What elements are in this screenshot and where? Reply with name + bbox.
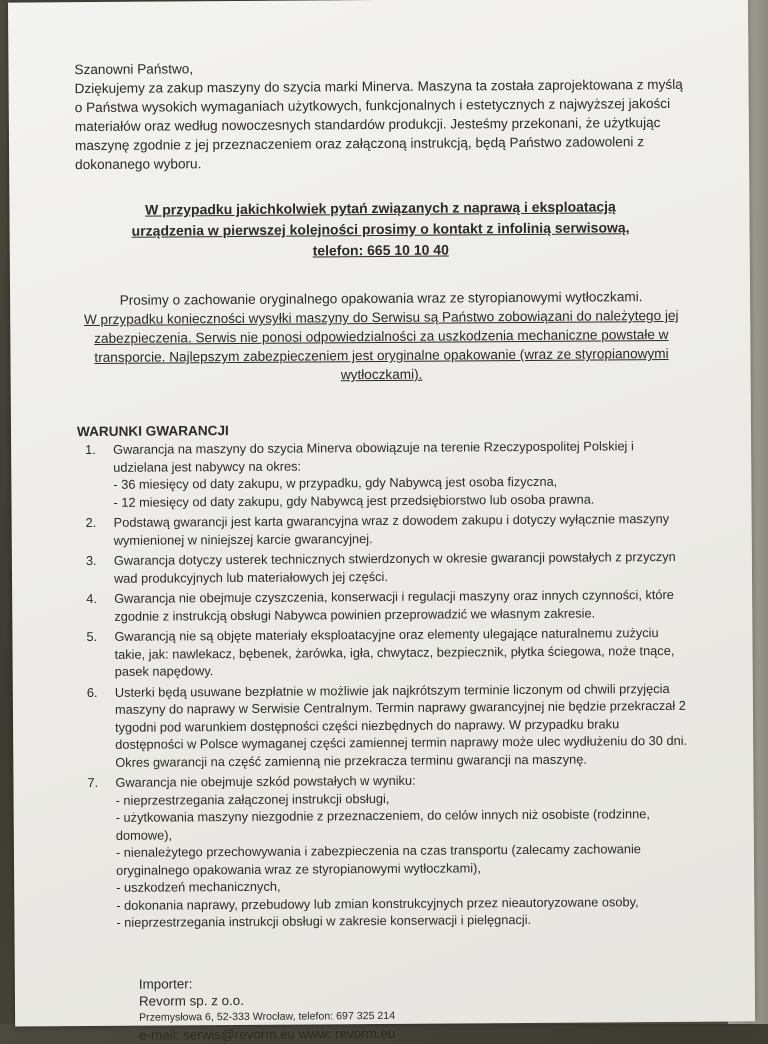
- service-contact-notice: [75, 196, 685, 263]
- term-number: 3.: [85, 552, 97, 569]
- packaging-line-1: Prosimy o zachowanie oryginalnego opakowania wraz ze styropianowymi wytłoczkami.: [119, 289, 643, 308]
- warranty-title: WARUNKI GWARANCJI: [76, 423, 229, 440]
- term-body: [114, 510, 688, 549]
- term-subitem: - 12 miesięcy od daty zakupu, gdy Nabywcą jest przedsiębiorstwo lub osoba prawna.: [113, 491, 595, 510]
- warranty-terms-list: [77, 437, 690, 932]
- term-body: [115, 770, 690, 932]
- warranty-term-5: [78, 624, 688, 681]
- term-body: [113, 437, 687, 511]
- term-text: Podstawą gwarancji jest karta gwarancyjna wraz z dowodem zakupu i dotyczy wyłącznie maszyny wymienionej w niniejszej karcie gwarancyjnej.: [113, 510, 670, 548]
- term-number: 1.: [85, 441, 96, 458]
- term-subitem: - nienależytego przechowywania i zabezpieczenia na czas transportu (zalecamy zachowanie oryginalnego opakowania wraz ze styropianowymi wytłoczkami),: [115, 841, 641, 878]
- term-subitem: - dokonania naprawy, przebudowy lub zmian konstrukcyjnych przez nieautoryzowane osoby,: [116, 893, 639, 913]
- term-text: Gwarancją nie są objęte materiały eksploatacyjne oraz elementy ulegające naturalnemu zużyciu takie, jak: nawlekacz, bębenek, żarówka, igła, chwytacz, bezpiecznik, płytka ściegowa, noże tnące, pasek napędowy.: [114, 625, 675, 679]
- importer-name: Revorm sp. z o.o.: [138, 992, 244, 1009]
- term-number: 6.: [86, 684, 98, 700]
- term-subitem: - nieprzestrzegania załączonej instrukcji obsługi,: [115, 790, 390, 808]
- contact-line-1: W przypadku jakichkolwiek pytań związanych z naprawą i eksploatacją: [145, 198, 616, 218]
- term-text: Gwarancja nie obejmuje czyszczenia, konserwacji i regulacji maszyny oraz innych czynności, które zgodnie z instrukcją obsługi Nabywca powinien przeprowadzić we własnym zakresie.: [114, 586, 674, 624]
- warranty-term-1: [77, 437, 687, 511]
- warranty-term-4: [78, 586, 688, 625]
- packaging-notice: [76, 287, 687, 386]
- term-number: 5.: [86, 628, 98, 645]
- warranty-term-3: [78, 548, 688, 587]
- greeting: Szanowni Państwo,: [74, 61, 194, 78]
- contact-phone: telefon: 665 10 10 40: [312, 241, 449, 259]
- term-text: Gwarancja na maszyny do szycia Minerva obowiązuje na terenie Rzeczypospolitej Polskiej i udzielana jest nabywcy na okres:: [113, 438, 634, 475]
- term-subitem: - uszkodzeń mechanicznych,: [116, 878, 281, 895]
- term-subitem: - 36 miesięcy od daty zakupu, w przypadku, gdy Nabywcą jest osoba fizyczna,: [113, 473, 558, 492]
- term-subitem: - nieprzestrzegania instrukcji obsługi w zakresie konserwacji i pielęgnacji.: [116, 911, 532, 930]
- importer-contact: e-mail: serwis@revorm.eu www: revorm.eu: [139, 1025, 396, 1043]
- term-body: [114, 624, 688, 681]
- importer-block: [139, 971, 691, 1043]
- term-number: 4.: [86, 590, 97, 607]
- term-text: Gwarancja nie obejmuje szkód powstałych w wyniku:: [115, 772, 416, 790]
- term-text: Usterki będą usuwane bezpłatnie w możliwie jak najkrótszym terminie liczonym od chwili przyjęcia maszyny do naprawy w Serwisie Centralnym. Termin naprawy gwarancyjnej nie będzie przekraczał 2 tygodni pod warunkiem dostępności części niezbędnych do naprawy. W przypadku braku dostępności w Polsce wymaganej części zamiennej termin naprawy może ulec wydłużeniu do 30 dni. Okres gwarancji na część zamienną nie przekracza terminu gwarancji na maszynę.: [114, 680, 688, 770]
- term-subitem: - użytkowania maszyny niezgodnie z przeznaczeniem, do celów innych niż osobiste (rodzinne, domowe),: [115, 806, 650, 843]
- warranty-document: [8, 0, 755, 1043]
- packaging-line-2: W przypadku konieczności wysyłki maszyny do Serwisu są Państwo zobowiązani do należytego jej zabezpieczenia. Serwis nie ponosi odpowiedzialności za uszkodzenia mechaniczne powstałe w transporcie. Najlepszym zabezpieczeniem jest oryginalne opakowanie (wraz ze styropianowymi wytłoczkami).: [83, 307, 679, 383]
- intro-section: [74, 56, 685, 174]
- warranty-term-7: [79, 770, 690, 932]
- contact-line-2: urządzenia w pierwszej kolejności prosimy o kontakt z infolinią serwisową,: [131, 219, 630, 239]
- warranty-term-2: [78, 510, 688, 549]
- term-text: Gwarancja dotyczy usterek technicznych stwierdzonych w okresie gwarancji powstałych z przyczyn wad produkcyjnych lub materiałowych jej części.: [113, 548, 676, 586]
- importer-address: Przemysłowa 6, 52-333 Wrocław, telefon: 697 325 214: [139, 1009, 396, 1024]
- term-number: 7.: [87, 774, 99, 791]
- term-body: [114, 548, 688, 587]
- intro-paragraph: Dziękujemy za zakup maszyny do szycia marki Minerva. Maszyna ta została zaprojektowana z myślą o Państwa wysokich wymaganiach użytkowych, funkcjonalnych i estetycznych z najwyższej jakości materiałów oraz według nowoczesnych standardów produkcji. Jesteśmy przekonani, że użytkując maszynę zgodnie z jej przeznaczeniem oraz załączoną instrukcją, będą Państwo zadowoleni z dokonanego wyboru.: [74, 76, 683, 173]
- term-number: 2.: [85, 514, 97, 531]
- term-body: [115, 679, 690, 771]
- importer-label: Importer:: [138, 975, 193, 992]
- warranty-term-6: [79, 679, 690, 771]
- term-body: [114, 586, 688, 625]
- document-content: [74, 56, 691, 1044]
